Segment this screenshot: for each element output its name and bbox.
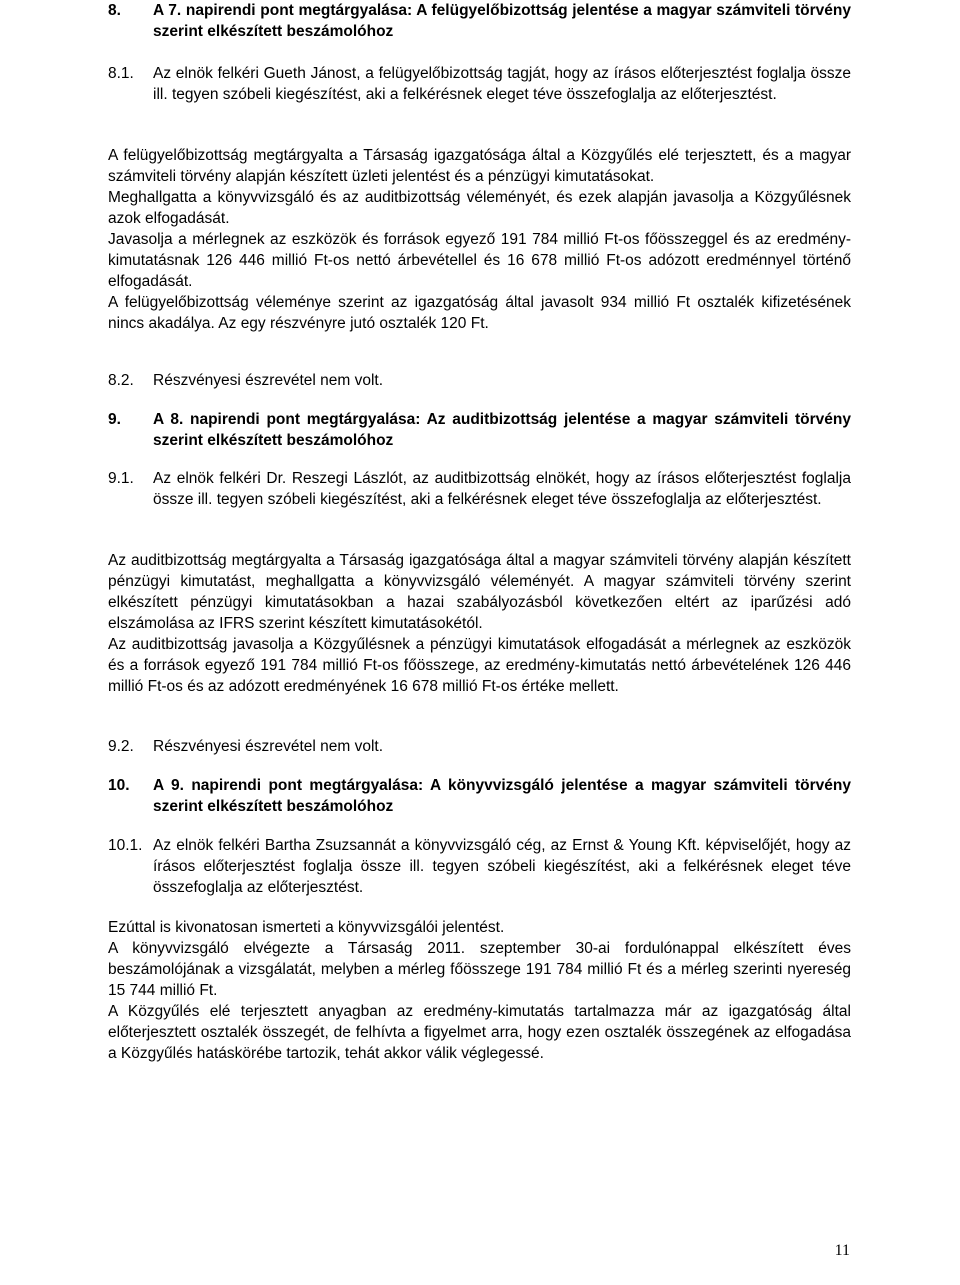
item-10-1 xyxy=(108,835,851,898)
section-number: 10. xyxy=(108,777,130,794)
section-title-prefix: A 9. xyxy=(153,777,184,794)
section-8-body xyxy=(108,145,851,334)
item-number: 9.2. xyxy=(108,738,134,755)
paragraph: Ezúttal is kivonatosan ismerteti a könyvvizsgálói jelentést. xyxy=(108,919,505,936)
section-title: napirendi pont megtárgyalása: A könyvvizsgáló jelentése a magyar számviteli törvény szerint elkészített beszámolóhoz xyxy=(153,777,852,815)
item-text: Részvényesi észrevétel nem volt. xyxy=(153,738,384,755)
section-9-heading xyxy=(108,409,851,451)
section-number: 9. xyxy=(108,411,121,428)
item-number: 10.1. xyxy=(108,837,143,854)
paragraph: A felügyelőbizottság véleménye szerint az igazgatóság által javasolt 934 millió Ft osztalék kifizetésének nincs akadálya. Az egy részvényre jutó osztalék 120 Ft. xyxy=(108,294,851,332)
item-number: 8.1. xyxy=(108,65,134,82)
section-9-body xyxy=(108,550,851,697)
item-9-2 xyxy=(108,736,851,757)
item-9-1 xyxy=(108,468,851,510)
item-text: Az elnök felkéri Bartha Zsuzsannát a könyvvizsgáló cég, az Ernst & Young Kft. képviselőjét, hogy az írásos előterjesztést foglalja össze ill. tegyen szóbeli kiegészítést, aki a felkérésnek eleget téve összefoglalja az előterjesztést. xyxy=(153,837,851,896)
section-title: napirendi pont megtárgyalása: Az auditbizottság jelentése a magyar számviteli törvény szerint elkészített beszámolóhoz xyxy=(153,411,852,449)
paragraph: A könyvvizsgáló elvégezte a Társaság 2011. szeptember 30-ai fordulónappal elkészített éves beszámolójának a vizsgálatát, melyben a mérleg főösszege 191 784 millió Ft és a mérleg szerinti nyereség 15 744 millió Ft. xyxy=(108,940,851,999)
section-number: 8. xyxy=(108,2,121,19)
paragraph: Meghallgatta a könyvvizsgáló és az auditbizottság véleményét, és ezek alapján javasolja a Közgyűlésnek azok elfogadását. xyxy=(108,189,851,227)
section-10-body xyxy=(108,917,851,1064)
section-title-prefix: A 8. xyxy=(153,411,184,428)
paragraph: Az auditbizottság javasolja a Közgyűlésnek a pénzügyi kimutatások elfogadását a mérlegnek az eszközök és a források egyező 191 784 millió Ft-os főösszege, az eredmény-kimutatás nettó árbevételének 126 446 millió Ft-os és az adózott eredményének 16 678 millió Ft-os értéke mellett. xyxy=(108,636,851,695)
item-8-1 xyxy=(108,63,851,105)
section-title-prefix: A 7. xyxy=(153,2,182,19)
item-text: Az elnök felkéri Dr. Reszegi Lászlót, az auditbizottság elnökét, hogy az írásos előterjesztést foglalja össze ill. tegyen szóbeli kiegészítést, aki a felkérésnek eleget téve összefoglalja az előterjesztést. xyxy=(153,470,851,508)
paragraph: Az auditbizottság megtárgyalta a Társaság igazgatósága által a magyar számviteli törvény alapján készített pénzügyi kimutatást, meghallgatta a könyvvizsgáló véleményét. A magyar számviteli törvény szerint elkészített pénzügyi kimutatásokban a hazai szabályozásból következően eltért az iparűzési adó elszámolása az IFRS szerint készített kimutatásokétól. xyxy=(108,552,851,632)
section-title: napirendi pont megtárgyalása: A felügyelőbizottság jelentése a magyar számviteli törvény szerint elkészített beszámolóhoz xyxy=(153,2,852,40)
paragraph: Javasolja a mérlegnek az eszközök és források egyező 191 784 millió Ft-os főösszeggel és az eredmény-kimutatásnak 126 446 millió Ft-os nettó árbevétellel és 16 678 millió Ft-os adózott eredménnyel történő elfogadását. xyxy=(108,231,851,290)
item-8-2 xyxy=(108,370,851,391)
section-8-heading xyxy=(108,0,851,42)
item-text: Részvényesi észrevétel nem volt. xyxy=(153,372,384,389)
item-number: 8.2. xyxy=(108,372,134,389)
item-number: 9.1. xyxy=(108,470,134,487)
item-text: Az elnök felkéri Gueth Jánost, a felügyelőbizottság tagját, hogy az írásos előterjesztést foglalja össze ill. tegyen szóbeli kiegészítést, aki a felkérésnek eleget téve összefoglalja az előterjesztést. xyxy=(153,65,851,103)
paragraph: A felügyelőbizottság megtárgyalta a Társaság igazgatósága által a Közgyűlés elé terjesztett, és a magyar számviteli törvény alapján készített üzleti jelentést és a pénzügyi kimutatásokat. xyxy=(108,147,851,185)
paragraph: A Közgyűlés elé terjesztett anyagban az eredmény-kimutatás tartalmazza már az igazgatóság által előterjesztett osztalék összegét, de felhívta a figyelmet arra, hogy ezen osztalék összegének az elfogadása a Közgyűlés hatáskörébe tartozik, tehát akkor válik véglegessé. xyxy=(108,1003,851,1062)
page-number: 11 xyxy=(834,1242,850,1259)
section-10-heading xyxy=(108,775,851,817)
